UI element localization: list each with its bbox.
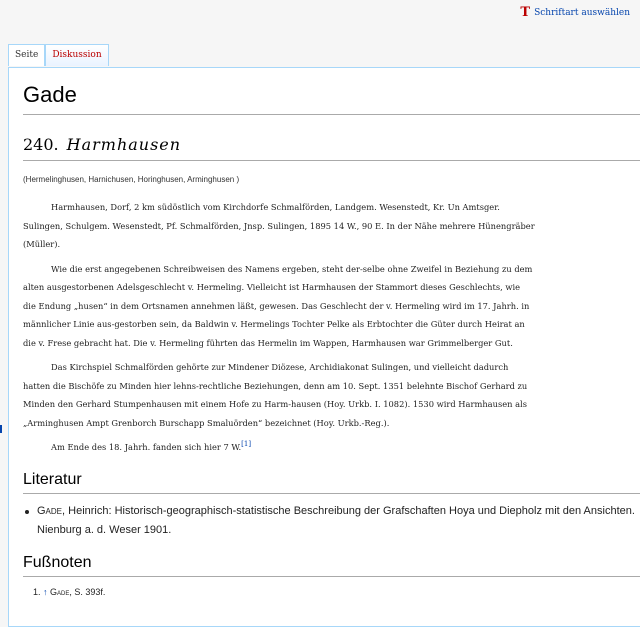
content-area [8, 67, 640, 627]
footnote-ref-link[interactable]: [1] [241, 440, 252, 449]
section-literatur-heading: Literatur [23, 471, 640, 494]
article-body [23, 198, 535, 457]
alternative-names: (Hermelinghusen, Harnichusen, Horinghusen, Arminghusen ) [23, 175, 240, 184]
left-edge-marker [0, 425, 5, 433]
tab-diskussion[interactable]: Diskussion [45, 44, 108, 66]
article-heading [23, 135, 640, 161]
footnote-list [23, 587, 640, 597]
top-bar [0, 0, 640, 44]
article-number: 240. [23, 135, 59, 154]
footnote-text: , S. 393f. [69, 586, 106, 597]
font-switch-label[interactable]: Schriftart auswählen [534, 7, 630, 18]
section-fussnoten-heading: Fußnoten [23, 554, 640, 577]
literatur-author: Gade [37, 504, 63, 517]
page-tabs [8, 44, 109, 66]
font-icon: T [520, 5, 531, 20]
footnote-back-arrow-icon[interactable]: ↑ [43, 586, 48, 597]
literatur-text: , Heinrich: Historisch-geographisch-statistische Beschreibung der Grafschaften Hoya und Diepholz mit den Ansichten. Nienburg a. d. Weser 1901. [37, 504, 635, 536]
paragraph-4 [23, 438, 535, 457]
page-title: Gade [23, 82, 640, 115]
tab-seite[interactable]: Seite [8, 44, 45, 66]
paragraph-4-text: Am Ende des 18. Jahrh. fanden sich hier 7 W. [51, 442, 242, 452]
article-name: Harmhausen [66, 135, 182, 154]
font-switch[interactable] [520, 5, 630, 20]
literatur-list [23, 502, 640, 540]
literatur-item [23, 502, 640, 540]
footnote-item [23, 587, 640, 597]
footnote-author: Gade [50, 586, 70, 597]
paragraph-1: Harmhausen, Dorf, 2 km südöstlich vom Kirchdorfe Schmalförden, Landgem. Wesenstedt, Kr. Un Amtsger. Sulingen, Schulgem. Wesenstedt, Pf. Schmalförden, Jnsp. Sulingen, 1895 14 W., 90 E. In der Nähe mehrere Hünengräber (Müller). [23, 202, 535, 249]
paragraph-3: Das Kirchspiel Schmalförden gehörte zur Mindener Diözese, Archidiakonat Sulingen, und vielleicht dadurch hatten die Bischöfe zu Minden hier lehns-rechtliche Beziehungen, denn am 10. Sept. 1351 belehnte Bischof Gerhard zu Minden den Gerhard Stumpenhausen mit einem Hofe zu Harm-hausen (Hoy. Urkb. I. 1082). 1530 wird Harmhausen als „Arminghusen Ampt Grenborch Burschapp Smaluörden“ bezeichnet (Hoy. Urkb.-Reg.). [23, 362, 528, 428]
paragraph-2: Wie die erst angegebenen Schreibweisen des Namens ergeben, steht der-selbe ohne Zweifel in Beziehung zu dem alten ausgestorbenen Adelsgeschlecht v. Hermeling. Vielleicht ist Harmhausen der Stammort dieses Geschlechts, wie die Endung „husen“ in dem Ortsnamen annehmen läßt, gewesen. Das Geschlecht der v. Hermeling wird im 17. Jahrh. in männlicher Linie aus-gestorben sein, da Baldwin v. Hermelings Tochter Pelke als Erbtochter die Güter durch Heirat an die v. Frese gebracht hat. Die v. Hermeling führten das Hermelin im Wappen, Harmhausen war Grimmelberger Gut. [23, 263, 533, 348]
footnote-number: 1. [33, 586, 41, 597]
